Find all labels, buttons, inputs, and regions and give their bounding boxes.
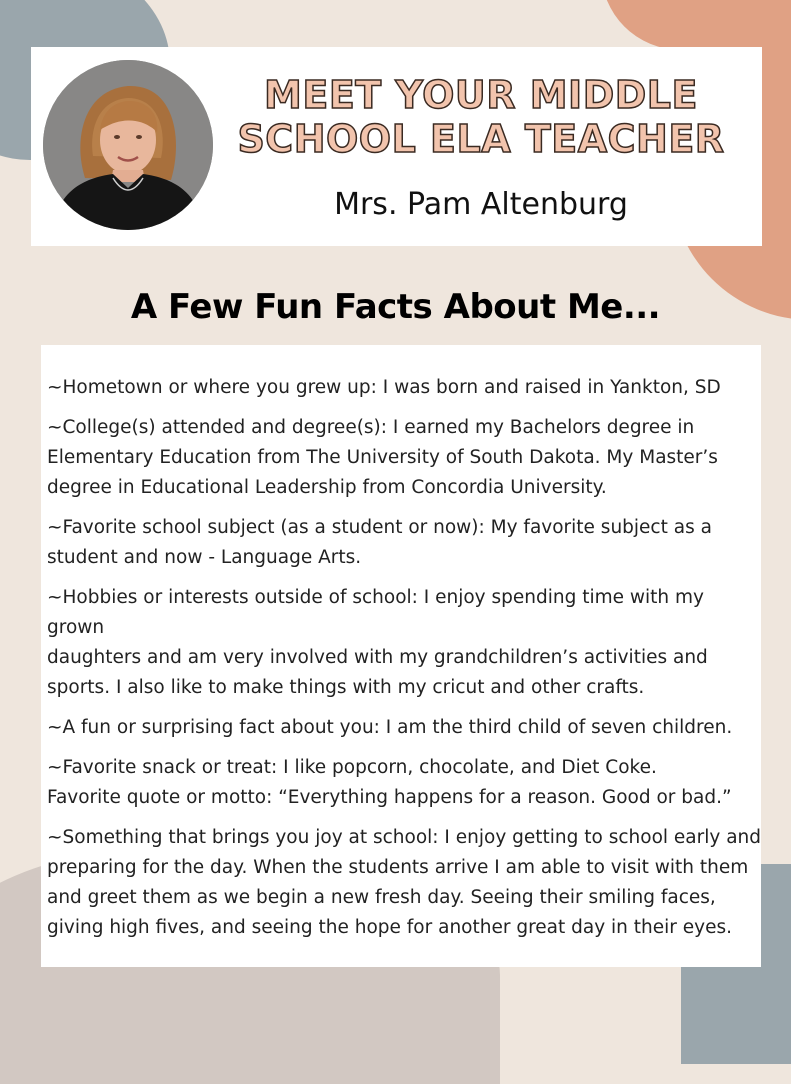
fact-hobbies: ~Hobbies or interests outside of school: I enjoy spending time with my grown daughters and am very involved with my grandchildren’s activities and sports. I also like to make things with my cricut and other crafts. bbox=[47, 587, 708, 698]
teacher-photo bbox=[43, 60, 213, 230]
fact-college: ~College(s) attended and degree(s): I earned my Bachelors degree in Elementary Education from The University of South Dakota. My Master’s degree in Educational Leadership from Concordia University. bbox=[47, 417, 718, 498]
background-shape-top-right-small bbox=[601, 0, 731, 50]
facts-list bbox=[41, 345, 761, 943]
fact-fun-fact: ~A fun or surprising fact about you: I am the third child of seven children. bbox=[47, 717, 733, 738]
fact-hometown: ~Hometown or where you grew up: I was born and raised in Yankton, SD bbox=[47, 377, 721, 398]
teacher-name: Mrs. Pam Altenburg bbox=[334, 187, 628, 222]
fact-joy-at-school: ~Something that brings you joy at school: I enjoy getting to school early and preparing for the day. When the students arrive I am able to visit with them and greet them as we begin a new fresh day. Seeing their smiling faces, giving high fives, and seeing the hope for another great day in their eyes. bbox=[47, 827, 762, 938]
page-title: MEET YOUR MIDDLE SCHOOL ELA TEACHER bbox=[237, 73, 725, 161]
teacher-portrait-icon bbox=[43, 60, 213, 230]
fact-snack-quote: ~Favorite snack or treat: I like popcorn, chocolate, and Diet Coke. Favorite quote or motto: “Everything happens for a reason. Good or bad.” bbox=[47, 757, 732, 808]
facts-card bbox=[41, 345, 761, 967]
header-card bbox=[31, 47, 762, 246]
fact-favorite-subject: ~Favorite school subject (as a student or now): My favorite subject as a student and now - Language Arts. bbox=[47, 517, 712, 568]
facts-heading: A Few Fun Facts About Me... bbox=[130, 287, 661, 327]
